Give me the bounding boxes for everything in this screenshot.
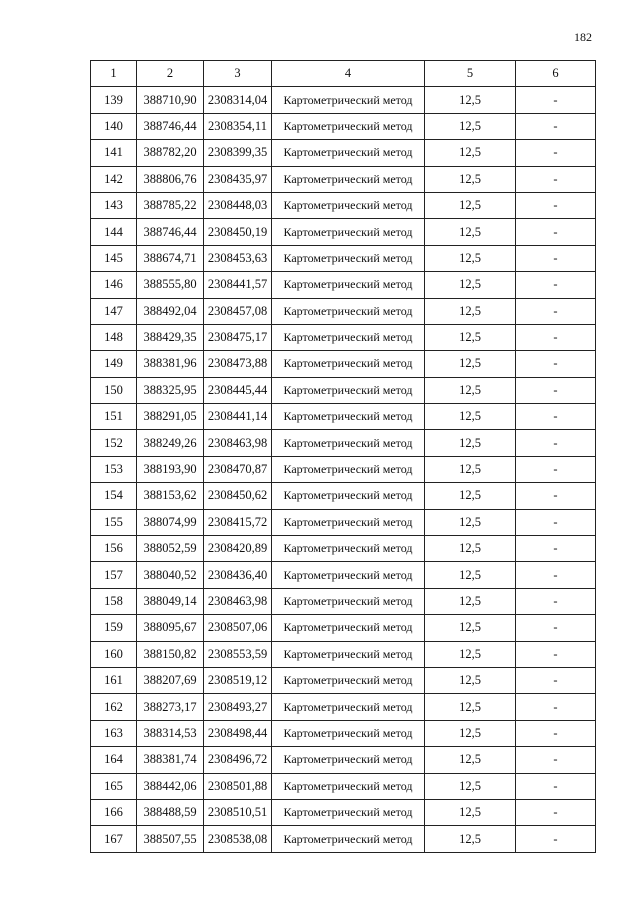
method-cell: Картометрический метод: [272, 536, 425, 562]
point-number-cell: 156: [91, 536, 137, 562]
method-cell: Картометрический метод: [272, 562, 425, 588]
header-cell-6: 6: [516, 61, 596, 87]
point-number-cell: 165: [91, 773, 137, 799]
coordinates-table: [90, 60, 596, 853]
note-cell: -: [516, 192, 596, 218]
point-number-cell: 141: [91, 140, 137, 166]
table-row: [91, 245, 596, 271]
x-coordinate-cell: 388150,82: [137, 641, 204, 667]
x-coordinate-cell: 388074,99: [137, 509, 204, 535]
table-row: [91, 694, 596, 720]
table-row: [91, 773, 596, 799]
y-coordinate-cell: 2308445,44: [204, 377, 272, 403]
point-number-cell: 163: [91, 720, 137, 746]
note-cell: -: [516, 456, 596, 482]
method-cell: Картометрический метод: [272, 641, 425, 667]
x-coordinate-cell: 388782,20: [137, 140, 204, 166]
accuracy-cell: 12,5: [425, 298, 516, 324]
accuracy-cell: 12,5: [425, 826, 516, 852]
method-cell: Картометрический метод: [272, 826, 425, 852]
x-coordinate-cell: 388492,04: [137, 298, 204, 324]
table-body: [91, 87, 596, 852]
note-cell: -: [516, 166, 596, 192]
y-coordinate-cell: 2308473,88: [204, 351, 272, 377]
note-cell: -: [516, 747, 596, 773]
y-coordinate-cell: 2308450,19: [204, 219, 272, 245]
point-number-cell: 161: [91, 667, 137, 693]
y-coordinate-cell: 2308435,97: [204, 166, 272, 192]
x-coordinate-cell: 388429,35: [137, 324, 204, 350]
point-number-cell: 142: [91, 166, 137, 192]
note-cell: -: [516, 140, 596, 166]
note-cell: -: [516, 641, 596, 667]
note-cell: -: [516, 799, 596, 825]
accuracy-cell: 12,5: [425, 588, 516, 614]
y-coordinate-cell: 2308453,63: [204, 245, 272, 271]
method-cell: Картометрический метод: [272, 245, 425, 271]
accuracy-cell: 12,5: [425, 192, 516, 218]
point-number-cell: 140: [91, 113, 137, 139]
note-cell: -: [516, 404, 596, 430]
y-coordinate-cell: 2308496,72: [204, 747, 272, 773]
table-row: [91, 219, 596, 245]
point-number-cell: 148: [91, 324, 137, 350]
y-coordinate-cell: 2308493,27: [204, 694, 272, 720]
header-cell-2: 2: [137, 61, 204, 87]
method-cell: Картометрический метод: [272, 192, 425, 218]
table-row: [91, 799, 596, 825]
table-row: [91, 192, 596, 218]
table-row: [91, 536, 596, 562]
x-coordinate-cell: 388555,80: [137, 272, 204, 298]
accuracy-cell: 12,5: [425, 140, 516, 166]
y-coordinate-cell: 2308463,98: [204, 430, 272, 456]
page-number: 182: [574, 30, 592, 44]
table-row: [91, 667, 596, 693]
table-row: [91, 588, 596, 614]
table-row: [91, 747, 596, 773]
point-number-cell: 149: [91, 351, 137, 377]
method-cell: Картометрический метод: [272, 720, 425, 746]
table-row: [91, 456, 596, 482]
x-coordinate-cell: 388207,69: [137, 667, 204, 693]
point-number-cell: 144: [91, 219, 137, 245]
method-cell: Картометрический метод: [272, 509, 425, 535]
note-cell: -: [516, 615, 596, 641]
y-coordinate-cell: 2308510,51: [204, 799, 272, 825]
point-number-cell: 157: [91, 562, 137, 588]
y-coordinate-cell: 2308314,04: [204, 87, 272, 113]
note-cell: -: [516, 562, 596, 588]
x-coordinate-cell: 388710,90: [137, 87, 204, 113]
accuracy-cell: 12,5: [425, 615, 516, 641]
x-coordinate-cell: 388249,26: [137, 430, 204, 456]
method-cell: Картометрический метод: [272, 773, 425, 799]
table-row: [91, 166, 596, 192]
y-coordinate-cell: 2308457,08: [204, 298, 272, 324]
table-row: [91, 324, 596, 350]
method-cell: Картометрический метод: [272, 272, 425, 298]
method-cell: Картометрический метод: [272, 377, 425, 403]
method-cell: Картометрический метод: [272, 324, 425, 350]
y-coordinate-cell: 2308450,62: [204, 483, 272, 509]
point-number-cell: 151: [91, 404, 137, 430]
y-coordinate-cell: 2308538,08: [204, 826, 272, 852]
header-cell-5: 5: [425, 61, 516, 87]
table-row: [91, 140, 596, 166]
x-coordinate-cell: 388785,22: [137, 192, 204, 218]
x-coordinate-cell: 388381,74: [137, 747, 204, 773]
method-cell: Картометрический метод: [272, 404, 425, 430]
y-coordinate-cell: 2308448,03: [204, 192, 272, 218]
table-row: [91, 562, 596, 588]
point-number-cell: 162: [91, 694, 137, 720]
table-row: [91, 113, 596, 139]
method-cell: Картометрический метод: [272, 799, 425, 825]
accuracy-cell: 12,5: [425, 113, 516, 139]
y-coordinate-cell: 2308441,57: [204, 272, 272, 298]
accuracy-cell: 12,5: [425, 509, 516, 535]
accuracy-cell: 12,5: [425, 720, 516, 746]
method-cell: Картометрический метод: [272, 694, 425, 720]
accuracy-cell: 12,5: [425, 430, 516, 456]
x-coordinate-cell: 388095,67: [137, 615, 204, 641]
table-row: [91, 377, 596, 403]
note-cell: -: [516, 430, 596, 456]
x-coordinate-cell: 388806,76: [137, 166, 204, 192]
accuracy-cell: 12,5: [425, 641, 516, 667]
table-row: [91, 615, 596, 641]
method-cell: Картометрический метод: [272, 747, 425, 773]
point-number-cell: 143: [91, 192, 137, 218]
table-row: [91, 509, 596, 535]
x-coordinate-cell: 388193,90: [137, 456, 204, 482]
table-row: [91, 430, 596, 456]
note-cell: -: [516, 245, 596, 271]
method-cell: Картометрический метод: [272, 351, 425, 377]
y-coordinate-cell: 2308463,98: [204, 588, 272, 614]
accuracy-cell: 12,5: [425, 219, 516, 245]
y-coordinate-cell: 2308470,87: [204, 456, 272, 482]
y-coordinate-cell: 2308436,40: [204, 562, 272, 588]
note-cell: -: [516, 219, 596, 245]
note-cell: -: [516, 377, 596, 403]
point-number-cell: 167: [91, 826, 137, 852]
x-coordinate-cell: 388052,59: [137, 536, 204, 562]
table-row: [91, 641, 596, 667]
accuracy-cell: 12,5: [425, 562, 516, 588]
x-coordinate-cell: 388488,59: [137, 799, 204, 825]
point-number-cell: 158: [91, 588, 137, 614]
x-coordinate-cell: 388746,44: [137, 113, 204, 139]
y-coordinate-cell: 2308475,17: [204, 324, 272, 350]
method-cell: Картометрический метод: [272, 615, 425, 641]
point-number-cell: 145: [91, 245, 137, 271]
note-cell: -: [516, 324, 596, 350]
accuracy-cell: 12,5: [425, 272, 516, 298]
note-cell: -: [516, 298, 596, 324]
note-cell: -: [516, 588, 596, 614]
y-coordinate-cell: 2308553,59: [204, 641, 272, 667]
y-coordinate-cell: 2308519,12: [204, 667, 272, 693]
table-header: [91, 61, 596, 87]
y-coordinate-cell: 2308354,11: [204, 113, 272, 139]
header-row: [91, 61, 596, 87]
table-row: [91, 272, 596, 298]
x-coordinate-cell: 388153,62: [137, 483, 204, 509]
note-cell: -: [516, 536, 596, 562]
point-number-cell: 164: [91, 747, 137, 773]
note-cell: -: [516, 272, 596, 298]
x-coordinate-cell: 388325,95: [137, 377, 204, 403]
point-number-cell: 150: [91, 377, 137, 403]
table-row: [91, 298, 596, 324]
accuracy-cell: 12,5: [425, 324, 516, 350]
method-cell: Картометрический метод: [272, 667, 425, 693]
y-coordinate-cell: 2308399,35: [204, 140, 272, 166]
point-number-cell: 154: [91, 483, 137, 509]
point-number-cell: 155: [91, 509, 137, 535]
note-cell: -: [516, 667, 596, 693]
point-number-cell: 139: [91, 87, 137, 113]
accuracy-cell: 12,5: [425, 404, 516, 430]
header-cell-4: 4: [272, 61, 425, 87]
point-number-cell: 159: [91, 615, 137, 641]
y-coordinate-cell: 2308415,72: [204, 509, 272, 535]
accuracy-cell: 12,5: [425, 694, 516, 720]
y-coordinate-cell: 2308441,14: [204, 404, 272, 430]
note-cell: -: [516, 720, 596, 746]
y-coordinate-cell: 2308420,89: [204, 536, 272, 562]
table-row: [91, 87, 596, 113]
header-cell-1: 1: [91, 61, 137, 87]
method-cell: Картометрический метод: [272, 113, 425, 139]
table-row: [91, 404, 596, 430]
x-coordinate-cell: 388314,53: [137, 720, 204, 746]
method-cell: Картометрический метод: [272, 166, 425, 192]
accuracy-cell: 12,5: [425, 667, 516, 693]
note-cell: -: [516, 826, 596, 852]
accuracy-cell: 12,5: [425, 351, 516, 377]
note-cell: -: [516, 773, 596, 799]
x-coordinate-cell: 388291,05: [137, 404, 204, 430]
accuracy-cell: 12,5: [425, 166, 516, 192]
note-cell: -: [516, 113, 596, 139]
method-cell: Картометрический метод: [272, 483, 425, 509]
x-coordinate-cell: 388674,71: [137, 245, 204, 271]
table-row: [91, 351, 596, 377]
note-cell: -: [516, 483, 596, 509]
x-coordinate-cell: 388381,96: [137, 351, 204, 377]
y-coordinate-cell: 2308507,06: [204, 615, 272, 641]
y-coordinate-cell: 2308501,88: [204, 773, 272, 799]
note-cell: -: [516, 694, 596, 720]
x-coordinate-cell: 388040,52: [137, 562, 204, 588]
method-cell: Картометрический метод: [272, 430, 425, 456]
x-coordinate-cell: 388746,44: [137, 219, 204, 245]
method-cell: Картометрический метод: [272, 298, 425, 324]
accuracy-cell: 12,5: [425, 456, 516, 482]
y-coordinate-cell: 2308498,44: [204, 720, 272, 746]
note-cell: -: [516, 87, 596, 113]
method-cell: Картометрический метод: [272, 140, 425, 166]
accuracy-cell: 12,5: [425, 483, 516, 509]
table-row: [91, 483, 596, 509]
accuracy-cell: 12,5: [425, 747, 516, 773]
x-coordinate-cell: 388507,55: [137, 826, 204, 852]
point-number-cell: 166: [91, 799, 137, 825]
point-number-cell: 160: [91, 641, 137, 667]
method-cell: Картометрический метод: [272, 219, 425, 245]
point-number-cell: 146: [91, 272, 137, 298]
method-cell: Картометрический метод: [272, 87, 425, 113]
table-row: [91, 826, 596, 852]
point-number-cell: 152: [91, 430, 137, 456]
accuracy-cell: 12,5: [425, 773, 516, 799]
method-cell: Картометрический метод: [272, 588, 425, 614]
point-number-cell: 147: [91, 298, 137, 324]
x-coordinate-cell: 388273,17: [137, 694, 204, 720]
x-coordinate-cell: 388442,06: [137, 773, 204, 799]
note-cell: -: [516, 509, 596, 535]
accuracy-cell: 12,5: [425, 799, 516, 825]
accuracy-cell: 12,5: [425, 536, 516, 562]
table-row: [91, 720, 596, 746]
method-cell: Картометрический метод: [272, 456, 425, 482]
accuracy-cell: 12,5: [425, 245, 516, 271]
x-coordinate-cell: 388049,14: [137, 588, 204, 614]
accuracy-cell: 12,5: [425, 377, 516, 403]
header-cell-3: 3: [204, 61, 272, 87]
point-number-cell: 153: [91, 456, 137, 482]
note-cell: -: [516, 351, 596, 377]
accuracy-cell: 12,5: [425, 87, 516, 113]
